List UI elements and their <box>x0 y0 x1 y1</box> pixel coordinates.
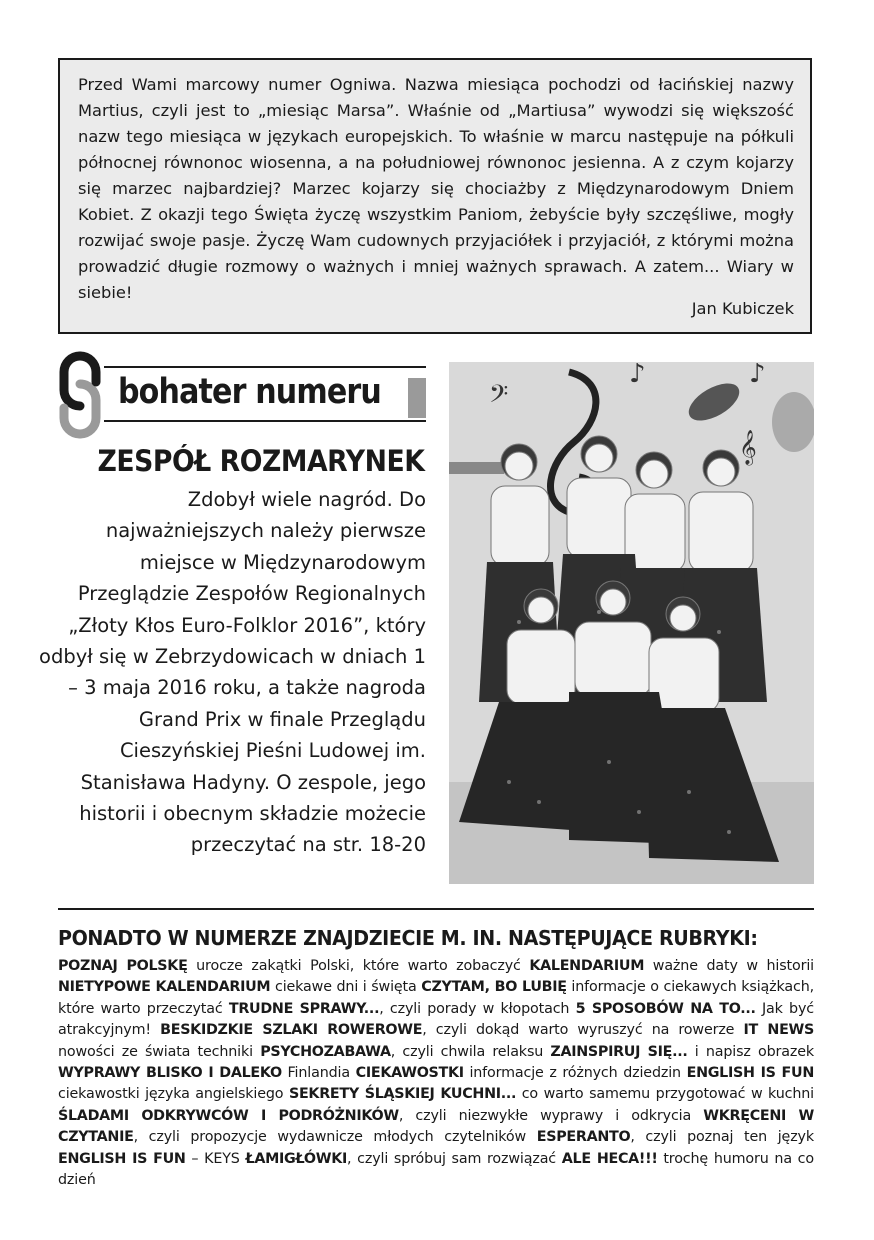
rubric-name: ENGLISH IS FUN <box>58 1150 186 1167</box>
rubric-name: ŁAMIGŁÓWKI <box>245 1150 347 1167</box>
section-heading <box>104 366 426 422</box>
rubric-name: ENGLISH IS FUN <box>686 1065 814 1082</box>
rubric-name: KALENDARIUM <box>529 958 645 974</box>
svg-text:♪: ♪ <box>629 362 646 389</box>
rubric-description: , czyli chwila relaksu <box>390 1043 551 1060</box>
rubric-description: – KEYS <box>185 1150 246 1167</box>
rubric-description: nowości ze świata techniki <box>58 1043 261 1060</box>
section-heading-label: bohater numeru <box>118 372 381 412</box>
rubric-description: urocze zakątki Polski, które warto zobaczyć <box>187 958 530 974</box>
editorial-box <box>58 58 812 334</box>
rubric-description: , czyli spróbuj sam rozwiązać <box>347 1150 562 1167</box>
svg-text:♪: ♪ <box>749 362 766 389</box>
rubric-description: i napisz obrazek <box>687 1043 814 1060</box>
rubrics-list <box>58 956 814 1191</box>
rubric-name: WKRĘCENI W CZYTANIE <box>58 1107 814 1146</box>
hero-description: Zdobył wiele nagród. Do najważniejszych należy pierwsze miejsce w Międzynarodowym Przeglądzie Zespołów Regionalnych „Złoty Kłos Euro-Folklor 2016”, który odbył się w Zebrzydowicach w dniach 1 – 3 maja 2016 roku, a także nagroda Grand Prix w finale Przeglądu Cieszyńskiej Pieśni Ludowej im. Stanisława Hadyny. O zespole, jego historii i obecnym składzie możecie przeczytać na str. 18-20 <box>39 488 426 857</box>
rubric-name: BESKIDZKIE SZLAKI ROWEROWE <box>160 1022 423 1039</box>
svg-text:𝄞: 𝄞 <box>739 430 757 465</box>
rubric-description: , czyli dokąd warto wyruszyć na rowerze <box>422 1022 744 1039</box>
rubric-description: trochę humoru na co dzień <box>58 1150 814 1189</box>
rubric-description: ciekawostki języka angielskiego <box>58 1086 289 1103</box>
rubric-description: , czyli porady w kłopotach <box>379 1000 576 1017</box>
rubric-description: , czyli niezwykłe wyprawy i odkrycia <box>398 1107 704 1124</box>
rubric-name: IT NEWS <box>743 1022 814 1039</box>
rubric-name: 5 SPOSOBÓW NA TO... <box>575 1000 756 1017</box>
rubric-name: ZAINSPIRUJ SIĘ... <box>550 1043 688 1060</box>
rubric-name: ESPERANTO <box>536 1129 631 1146</box>
hero-title: ZESPÓŁ ROZMARYNEK <box>96 444 424 478</box>
rubric-name: POZNAJ POLSKĘ <box>58 958 188 974</box>
editorial-signature: Jan Kubiczek <box>691 299 794 318</box>
rubric-description: , czyli propozycje wydawnicze młodych czytelników <box>133 1129 537 1146</box>
rubric-description: co warto samemu przygotować w kuchni <box>516 1086 814 1103</box>
rubric-description: informacje z różnych dziedzin <box>463 1065 687 1082</box>
rubric-name: PSYCHOZABAWA <box>260 1043 391 1060</box>
rubric-description: ciekawe dni i święta <box>270 979 422 996</box>
heading-accent-block <box>408 378 426 418</box>
rubric-description: Finlandia <box>281 1065 356 1082</box>
svg-text:𝄢: 𝄢 <box>489 380 509 415</box>
editorial-text: Przed Wami marcowy numer Ogniwa. Nazwa miesiąca pochodzi od łacińskiej nazwy Martius, czyli jest to „miesiąc Marsa”. Właśnie od „Martiusa” wywodzi się większość nazw tego miesiąca w językach europejskich. To właśnie w marcu następuje na półkuli północnej równonoc wiosenna, a na południowej równonoc jesienna. A z czym kojarzy się marzec najbardziej? Marzec kojarzy się chociażby z Międzynarodowym Dniem Kobiet. Z okazji tego Święta życzę wszystkim Paniom, żebyście były szczęśliwe, mogły rozwijać swoje pasje. Życzę Wam cudownych przyjaciółek i przyjaciół, z którymi można prowadzić długie rozmowy o ważnych i mniej ważnych sprawach. A zatem... Wiary w siebie! <box>78 75 794 302</box>
section-divider <box>58 908 814 910</box>
rubric-name: CIEKAWOSTKI <box>355 1065 464 1082</box>
rubric-description: ważne daty w historii <box>644 958 814 974</box>
rubric-name: WYPRAWY BLISKO I DALEKO <box>58 1065 282 1082</box>
rubric-name: NIETYPOWE KALENDARIUM <box>58 979 271 996</box>
rubric-description: informacje o ciekawych książkach, które warto przeczytać <box>58 979 815 1017</box>
ensemble-photo <box>449 362 814 884</box>
rubric-name: ŚLADAMI ODKRYWCÓW I PODRÓŻNIKÓW <box>58 1107 399 1124</box>
rubric-name: SEKRETY ŚLĄSKIEJ KUCHNI... <box>288 1086 517 1103</box>
rubric-name: CZYTAM, BO LUBIĘ <box>421 979 567 996</box>
rubric-name: TRUDNE SPRAWY... <box>228 1000 380 1017</box>
rubric-name: ALE HECA!!! <box>561 1150 658 1167</box>
rubric-description: Jak być atrakcyjnym! <box>58 1000 814 1039</box>
more-section-title: PONADTO W NUMERZE ZNAJDZIECIE M. IN. NASTĘPUJĄCE RUBRYKI: <box>58 926 758 950</box>
rubric-description: , czyli poznaj ten język <box>630 1129 814 1146</box>
chain-link-icon <box>58 350 102 440</box>
